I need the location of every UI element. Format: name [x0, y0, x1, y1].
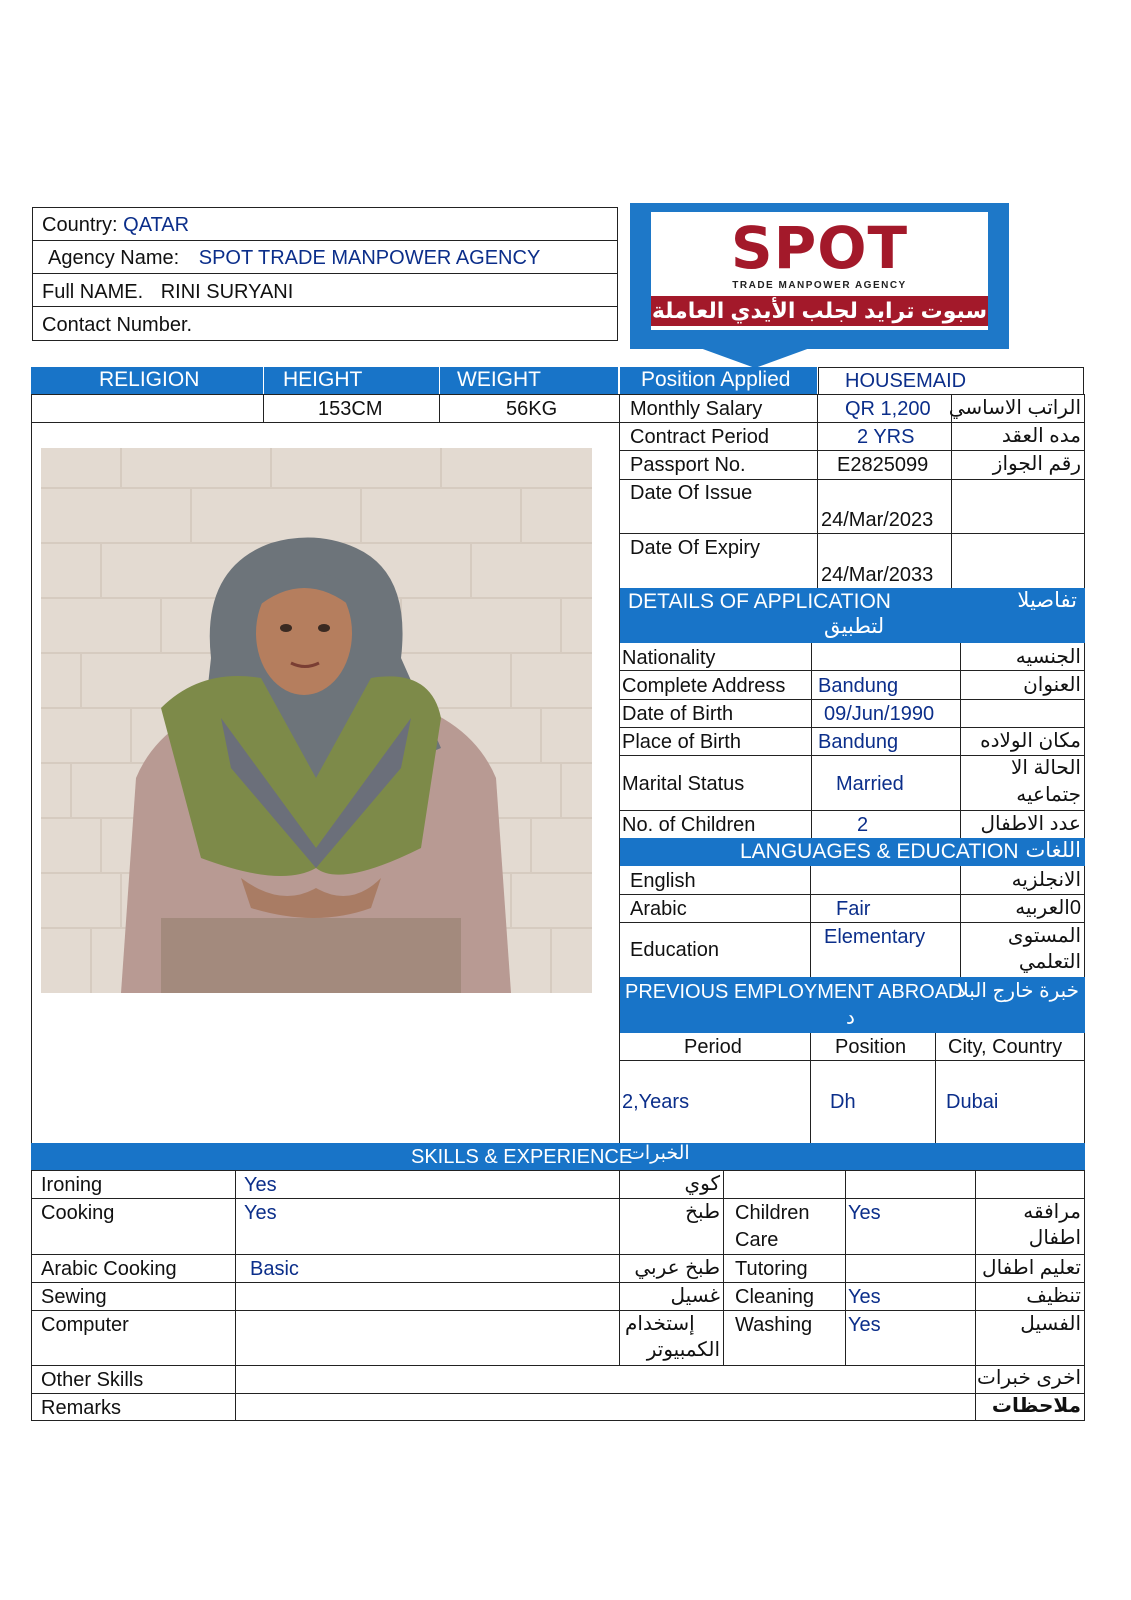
divider: [619, 922, 1085, 923]
marital-arabic-2: جتماعيه: [1016, 784, 1081, 806]
applicant-photo: [41, 448, 592, 993]
skill-cleaning-arabic: تنظيف: [1026, 1285, 1081, 1307]
divider: [960, 866, 961, 977]
country-value: QATAR: [123, 214, 190, 236]
children-value: 2: [857, 814, 869, 836]
address-arabic: العنوان: [1023, 674, 1081, 696]
weight-value: 56KG: [506, 398, 558, 420]
skill-arabic-cooking-label: Arabic Cooking: [41, 1258, 177, 1280]
passport-label: Passport No.: [630, 454, 746, 476]
logo-tagline: TRADE MANPOWER AGENCY: [732, 280, 907, 291]
skill-sewing-arabic: غسيل: [670, 1285, 720, 1307]
skills-title: SKILLS & EXPERIENCE: [411, 1146, 633, 1168]
marital-label: Marital Status: [622, 773, 745, 795]
marital-arabic-1: الحالة الا: [1011, 757, 1081, 779]
arabic-arabic: 0العربيه: [1015, 897, 1081, 919]
skill-computer-arabic-2: الكمبيوتر: [646, 1339, 720, 1361]
skill-ironing-value: Yes: [244, 1174, 277, 1196]
languages-header: [620, 838, 1085, 866]
divider: [619, 699, 1085, 700]
languages-title: LANGUAGES & EDUCATION: [740, 840, 1019, 863]
pob-label: Place of Birth: [622, 731, 741, 753]
logo-arabic: سبوت ترايد لجلب الأيدي العاملة: [651, 296, 988, 326]
height-value: 153CM: [318, 398, 383, 420]
divider: [619, 894, 1085, 895]
skill-washing-label: Washing: [735, 1314, 813, 1336]
skills-frame: [31, 1170, 1085, 1421]
dob-value: 09/Jun/1990: [824, 703, 935, 725]
application-title: DETAILS OF APPLICATION: [628, 590, 891, 613]
divider: [619, 533, 1085, 534]
photo-illustration: [41, 448, 592, 993]
city-value: Dubai: [946, 1091, 999, 1113]
remarks-label: Remarks: [41, 1397, 122, 1419]
other-skills-label: Other Skills: [41, 1369, 144, 1391]
divider: [619, 1060, 1085, 1061]
divider: [619, 422, 1085, 423]
education-value: Elementary: [824, 926, 926, 948]
divider: [810, 866, 811, 977]
skill-cleaning-value: Yes: [848, 1286, 881, 1308]
skill-arabic-cooking-arabic: طبخ عربي: [634, 1257, 720, 1279]
passport-arabic: رقم الجواز: [992, 453, 1081, 475]
divider: [810, 1033, 811, 1144]
application-title-arabic-2: لتطبيق: [824, 615, 885, 638]
position-label: Position Applied: [641, 368, 791, 391]
religion-header: [31, 367, 263, 394]
issue-value: 24/Mar/2023: [821, 509, 934, 531]
divider: [32, 306, 618, 307]
skill-cooking-label: Cooking: [41, 1202, 115, 1224]
education-arabic-1: المستوى: [1007, 925, 1081, 947]
skill-cooking-value: Yes: [244, 1202, 277, 1224]
divider: [960, 643, 961, 838]
employment-title-arabic: خبرة خارج البلا: [957, 980, 1079, 1002]
remarks-arabic: ملاحظات: [991, 1395, 1081, 1417]
weight-header: [440, 367, 618, 394]
divider: [619, 810, 1085, 811]
contact-label: Contact Number.: [42, 314, 193, 336]
skill-tutoring-label: Tutoring: [735, 1258, 808, 1280]
skills-header: [31, 1143, 1085, 1171]
languages-title-arabic: اللغات: [1025, 839, 1081, 862]
divider: [811, 643, 812, 838]
agency-row: [48, 246, 540, 270]
height-label: HEIGHT: [283, 368, 363, 391]
divider: [31, 1198, 1085, 1199]
skill-ironing-arabic: كوي: [684, 1173, 720, 1195]
skill-children-value: Yes: [848, 1202, 881, 1224]
fullname-label: Full NAME.: [42, 281, 144, 303]
english-arabic: الانجلزيه: [1011, 869, 1081, 891]
address-value: Bandung: [818, 675, 899, 697]
children-label: No. of Children: [622, 814, 756, 836]
education-label: Education: [630, 939, 719, 961]
divider: [935, 1033, 936, 1144]
english-label: English: [630, 870, 696, 892]
divider: [619, 670, 1085, 671]
logo-pointer: [700, 348, 810, 368]
weight-label: WEIGHT: [457, 368, 541, 391]
skill-cleaning-label: Cleaning: [735, 1286, 814, 1308]
application-header: [620, 588, 1085, 643]
divider: [31, 1393, 1085, 1394]
divider: [31, 1365, 1085, 1366]
skills-title-arabic: الخبرات: [627, 1143, 690, 1164]
divider: [817, 394, 818, 588]
divider: [32, 240, 618, 241]
divider: [845, 1170, 846, 1365]
fullname-value: RINI SURYANI: [160, 281, 294, 303]
issue-label: Date Of Issue: [630, 482, 753, 504]
divider: [619, 727, 1085, 728]
contract-label: Contract Period: [630, 426, 769, 448]
height-header: [264, 367, 439, 394]
contract-arabic: مده العقد: [1001, 425, 1081, 447]
employment-title-arabic-2: د: [846, 1007, 855, 1029]
skill-children-label-2: Care: [735, 1229, 779, 1251]
nationality-label: Nationality: [622, 647, 716, 669]
fullname-row: [42, 280, 293, 304]
period-header: Period: [684, 1036, 742, 1058]
divider: [31, 1282, 1085, 1283]
education-arabic-2: التعلمي: [1018, 951, 1081, 973]
dob-label: Date of Birth: [622, 703, 734, 725]
skill-arabic-cooking-value: Basic: [250, 1258, 299, 1280]
salary-arabic: الراتب الاساسي: [948, 397, 1081, 419]
arabic-value: Fair: [836, 898, 871, 920]
divider: [951, 394, 952, 588]
skill-sewing-label: Sewing: [41, 1286, 107, 1308]
agency-label: Agency Name:: [48, 247, 180, 269]
city-header: City, Country: [948, 1036, 1063, 1058]
divider: [975, 1170, 976, 1421]
divider: [619, 1170, 620, 1365]
position-value-emp: Dh: [830, 1091, 856, 1113]
position-value: HOUSEMAID: [845, 370, 967, 392]
passport-value: E2825099: [837, 454, 929, 476]
divider: [723, 1170, 724, 1365]
salary-value: QR 1,200: [845, 398, 931, 420]
country-row: [42, 213, 189, 237]
skill-computer-arabic-1: إستخدام: [625, 1313, 695, 1335]
skill-washing-arabic: الفسيل: [1020, 1313, 1081, 1335]
skill-children-label-1: Children: [735, 1202, 810, 1224]
divider: [32, 273, 618, 274]
agency-value: SPOT TRADE MANPOWER AGENCY: [198, 247, 541, 269]
country-label: Country:: [42, 214, 118, 236]
position-header: [620, 367, 817, 394]
expiry-value: 24/Mar/2033: [821, 564, 934, 586]
skill-cooking-arabic: طبخ: [685, 1201, 720, 1223]
divider: [31, 1310, 1085, 1311]
arabic-label: Arabic: [630, 898, 687, 920]
divider: [235, 1170, 236, 1421]
nationality-arabic: الجنسيه: [1015, 646, 1081, 668]
divider: [619, 450, 1085, 451]
logo: [651, 212, 988, 330]
employment-header: [620, 977, 1085, 1033]
other-skills-arabic: اخرى خبرات: [977, 1367, 1081, 1389]
period-value: 2,Years: [622, 1091, 690, 1113]
skill-tutoring-arabic: تعليم اطفال: [982, 1257, 1081, 1279]
divider: [31, 1254, 1085, 1255]
pob-value: Bandung: [818, 731, 899, 753]
expiry-label: Date Of Expiry: [630, 537, 761, 559]
logo-brand: SPOT: [730, 214, 909, 282]
salary-label: Monthly Salary: [630, 398, 763, 420]
children-arabic: عدد الاطفال: [980, 813, 1081, 835]
address-label: Complete Address: [622, 675, 786, 697]
pob-arabic: مكان الولاده: [980, 730, 1081, 752]
marital-value: Married: [836, 773, 904, 795]
religion-label: RELIGION: [99, 368, 200, 391]
skill-ironing-label: Ironing: [41, 1174, 103, 1196]
skill-children-arabic-1: مرافقه: [1023, 1201, 1081, 1223]
divider: [619, 479, 1085, 480]
position-header: Position: [835, 1036, 907, 1058]
employment-title: PREVIOUS EMPLOYMENT ABROAD: [625, 981, 963, 1003]
skill-computer-label: Computer: [41, 1314, 129, 1336]
application-title-arabic: تفاصيلا: [1017, 589, 1077, 612]
skill-washing-value: Yes: [848, 1314, 881, 1336]
skill-children-arabic-2: اطفال: [1028, 1227, 1081, 1249]
contract-value: 2 YRS: [857, 426, 915, 448]
